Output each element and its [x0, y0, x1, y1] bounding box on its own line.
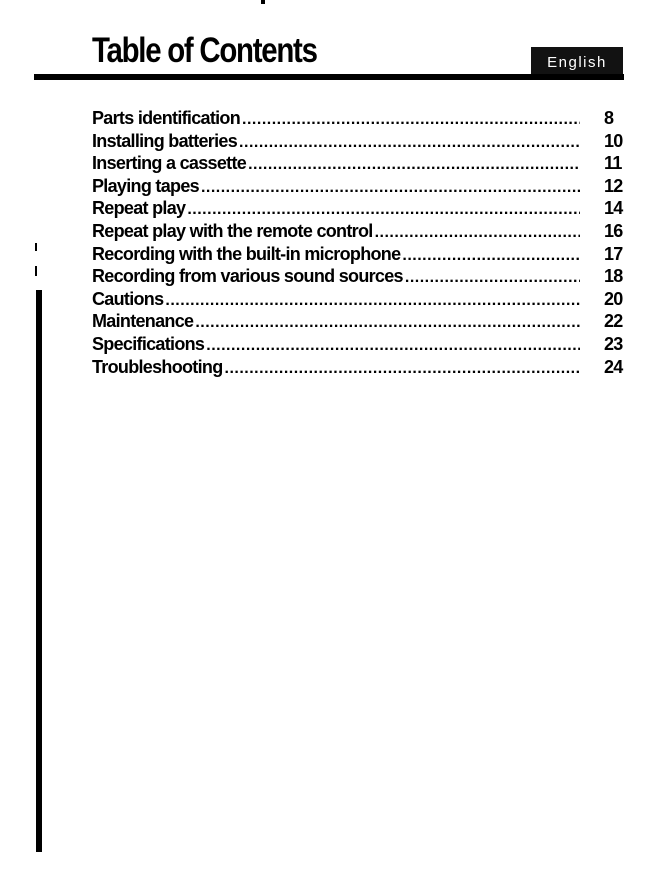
toc-entry-title: Parts identification — [92, 108, 241, 128]
toc-entry-installing-batteries[interactable] — [92, 130, 625, 153]
toc-entry-page: 12 — [604, 175, 623, 196]
dot-leader — [165, 290, 580, 313]
toc-entry-inserting-cassette[interactable] — [92, 152, 625, 175]
toc-entry-maintenance[interactable] — [92, 310, 625, 333]
toc-entry-page: 23 — [604, 333, 623, 354]
toc-entry-repeat-play[interactable] — [92, 197, 625, 220]
dot-leader — [242, 109, 580, 132]
toc-entry-troubleshooting[interactable] — [92, 356, 625, 379]
toc-entry-title: Recording from various sound sources — [92, 266, 403, 287]
dot-leader — [187, 199, 580, 222]
toc-entry-title: Installing batteries — [92, 130, 238, 151]
scan-edge-mark — [35, 266, 37, 276]
toc-entry-page: 20 — [604, 288, 623, 309]
toc-entry-page: 16 — [604, 220, 623, 241]
toc-entry-title: Inserting a cassette — [92, 153, 247, 174]
toc-entry-title: Troubleshooting — [92, 356, 223, 377]
toc-entry-page: 11 — [604, 153, 622, 174]
toc-entry-page: 8 — [604, 108, 614, 128]
toc-entry-title: Cautions — [92, 288, 164, 309]
dot-leader — [375, 222, 580, 245]
dot-leader — [248, 154, 580, 177]
toc-entry-specifications[interactable] — [92, 333, 625, 356]
toc-entry-title: Recording with the built-in microphone — [92, 243, 401, 264]
toc-entry-title: Playing tapes — [92, 175, 199, 196]
toc-entry-page: 18 — [604, 266, 623, 287]
toc-entry-page: 22 — [604, 311, 623, 332]
dot-leader — [206, 335, 580, 358]
dot-leader — [405, 267, 580, 290]
toc-entry-page: 10 — [604, 130, 623, 151]
toc-entry-title: Specifications — [92, 333, 205, 354]
toc-entry-title: Repeat play with the remote control — [92, 220, 373, 241]
dot-leader — [225, 358, 581, 381]
language-badge: English — [531, 47, 623, 76]
toc-entry-repeat-play-remote[interactable] — [92, 220, 625, 243]
toc-entry-recording-microphone[interactable] — [92, 243, 625, 266]
dot-leader — [402, 245, 580, 268]
toc-entry-parts-identification[interactable] — [92, 107, 625, 130]
toc-entry-page: 24 — [604, 356, 623, 377]
page-title: Table of Contents — [92, 31, 317, 70]
toc-entry-cautions[interactable] — [92, 288, 625, 311]
scan-edge-mark — [35, 243, 37, 251]
toc-entry-title: Maintenance — [92, 311, 194, 332]
toc-entry-page: 14 — [604, 198, 623, 219]
toc-entry-playing-tapes[interactable] — [92, 175, 625, 198]
scan-speck — [261, 0, 265, 4]
toc-entry-title: Repeat play — [92, 198, 186, 219]
dot-leader — [201, 177, 580, 200]
dot-leader — [239, 132, 580, 155]
header-rule — [34, 74, 624, 80]
dot-leader — [195, 312, 580, 335]
toc-entry-recording-sources[interactable] — [92, 265, 625, 288]
table-of-contents — [92, 107, 625, 378]
scan-edge-bar — [36, 290, 42, 852]
toc-entry-page: 17 — [604, 243, 623, 264]
